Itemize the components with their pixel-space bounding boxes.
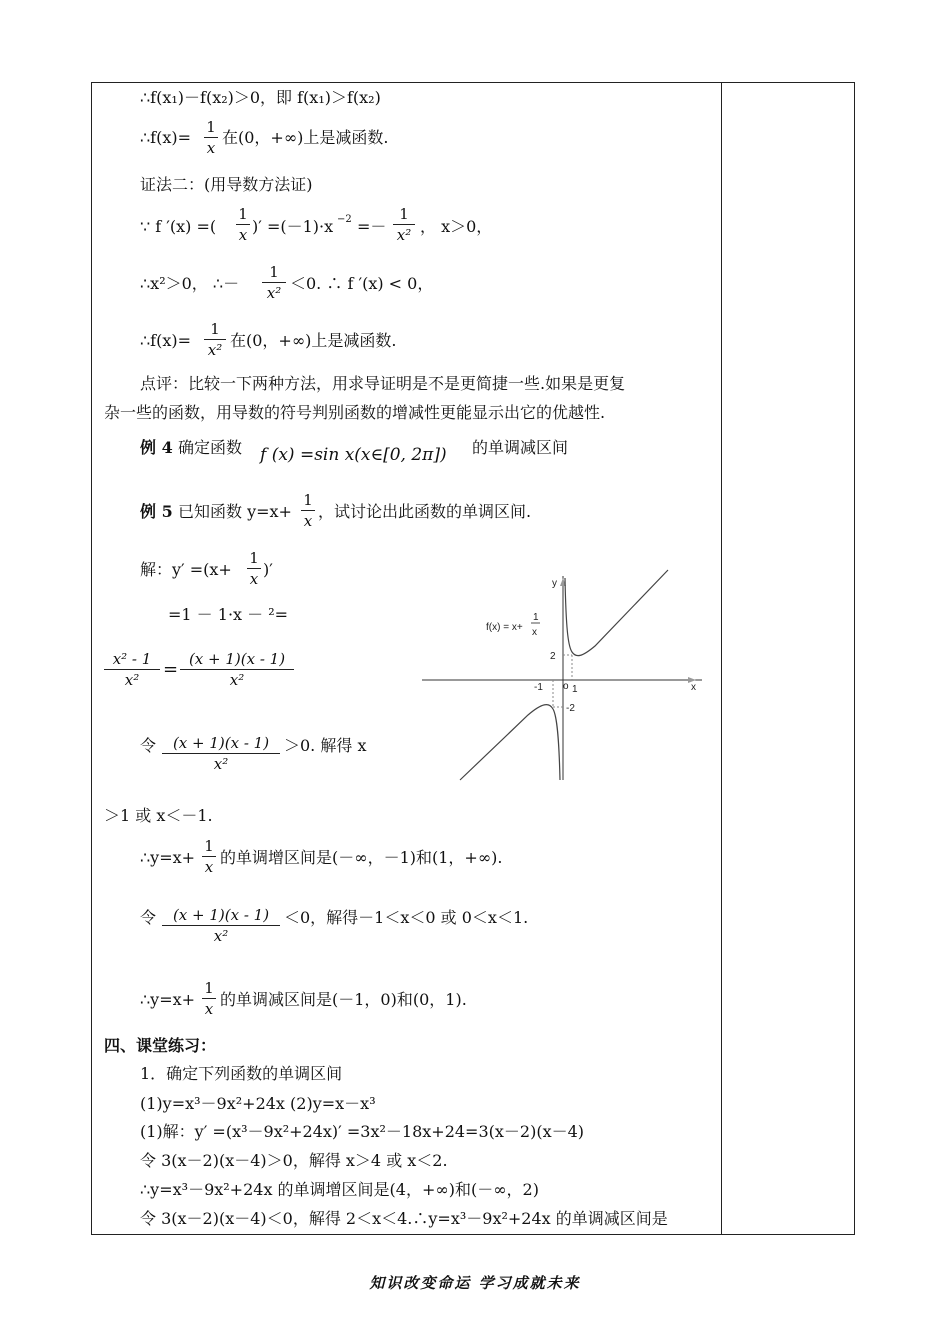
example-4-formula: f (x) =sin x(x∈[0, 2π]): [260, 445, 447, 465]
solution-line-b: )′: [263, 560, 273, 579]
derivative-line-b: )′ =(－1)·x: [252, 217, 334, 236]
increase-line-a: ∴y=x+: [140, 848, 196, 867]
let-line-2a: 令: [140, 908, 157, 927]
fraction-1-over-x-c: 1 x: [301, 491, 315, 530]
solution-line-a: 解：y′ =(x+: [140, 560, 232, 579]
fraction-1-over-x-e: 1 x: [202, 837, 216, 876]
comment-line-1: 点评：比较一下两种方法，用求导证明是不是更简捷一些.如果是更复: [140, 374, 626, 393]
practice-line-4: 令 3(x－2)(x－4)＞0，解得 x＞4 或 x＜2.: [140, 1151, 448, 1170]
practice-line-1: 1．确定下列函数的单调区间: [140, 1064, 343, 1083]
decrease-line-b: 的单调减区间是(－1，0)和(0，1).: [220, 990, 467, 1009]
let-line-1c: ＞1 或 x＜－1.: [104, 806, 213, 825]
fraction-1-over-x-d: 1 x: [247, 549, 261, 588]
graph-curve-right: [565, 570, 668, 656]
example-5-text: 已知函数 y=x+: [178, 502, 292, 521]
practice-line-3: (1)解：y′ =(x³－9x²+24x)′ =3x²－18x+24=3(x－2)(x－4): [140, 1122, 585, 1141]
graph-tick-m2: -2: [566, 703, 575, 714]
equals-sign: =: [163, 659, 179, 680]
example-4-text: 确定函数: [178, 438, 243, 457]
practice-line-5: ∴y=x³－9x²+24x 的单调增区间是(4，+∞)和(－∞，2): [140, 1180, 539, 1199]
graph-tick-1: 1: [572, 684, 578, 695]
decrease-line-a: ∴y=x+: [140, 990, 196, 1009]
fraction-1-over-x: 1 x: [204, 118, 218, 157]
section-4-heading: 四、课堂练习：: [104, 1036, 217, 1055]
comment-line-2: 杂一些的函数，用导数的符号判别函数的增减性更能显示出它的优越性.: [104, 403, 606, 422]
derivative-line-a: ∵ f ′(x) =(: [140, 217, 217, 236]
practice-line-6: 令 3(x－2)(x－4)＜0，解得 2＜x＜4.∴y=x³－9x²+24x 的单调减区间是: [140, 1209, 668, 1228]
sign-line-a: ∴x²＞0， ∴－: [140, 274, 240, 293]
fraction-factored-over-x2-b: (x + 1)(x - 1) x²: [162, 734, 280, 773]
example-4-tail: 的单调减区间: [472, 438, 569, 457]
graph-x-label: x: [691, 682, 696, 693]
derivative-line-c: =－: [357, 217, 387, 236]
table-column-divider: [721, 82, 722, 1235]
example-5-tail: ，试讨论出此函数的单调区间.: [318, 502, 532, 521]
page-footer: 知识改变命运 学习成就未来: [369, 1274, 581, 1292]
function-graph: [420, 568, 720, 788]
graph-tick-m1: -1: [534, 682, 543, 693]
fraction-x2m1-over-x2: x² - 1 x²: [104, 650, 160, 689]
let-line-2b: ＜0，解得－1＜x＜0 或 0＜x＜1.: [284, 908, 529, 927]
fraction-1-over-x-f: 1 x: [202, 979, 216, 1018]
proof-method-two: 证法二：(用导数方法证): [140, 175, 313, 194]
practice-line-2: (1)y=x³－9x²+24x (2)y=x－x³: [140, 1094, 376, 1113]
graph-tick-2: 2: [550, 651, 556, 662]
fraction-1-over-x2: 1 x²: [393, 205, 415, 244]
example-4-label: 例 4: [140, 438, 173, 457]
conclusion-line-a: ∴f(x)=: [140, 331, 192, 350]
graph-origin: o: [563, 681, 569, 692]
solution-line-2: =1 － 1·x － ²=: [168, 605, 289, 624]
fraction-1-over-x2-b: 1 x²: [262, 263, 286, 302]
let-line-1a: 令: [140, 736, 157, 755]
proof-line-2a: ∴f(x)=: [140, 128, 192, 147]
let-line-1b: ＞0. 解得 x: [284, 736, 367, 755]
conclusion-line-b: 在(0，+∞)上是减函数.: [230, 331, 397, 350]
derivative-line-d: ， x＞0，: [420, 217, 493, 236]
proof-line-2b: 在(0，+∞)上是减函数.: [222, 128, 389, 147]
graph-func-label: f(x) = x+: [486, 622, 523, 633]
sign-line-b: ＜0. ∴ f ′(x) < 0，: [290, 274, 434, 293]
fraction-factored-over-x2: (x + 1)(x - 1) x²: [180, 650, 294, 689]
fraction-factored-over-x2-c: (x + 1)(x - 1) x²: [162, 906, 280, 945]
increase-line-b: 的单调增区间是(－∞，－1)和(1，+∞).: [220, 848, 503, 867]
graph-func-den: x: [532, 627, 537, 638]
proof-line-1: ∴f(x₁)－f(x₂)＞0，即 f(x₁)＞f(x₂): [140, 88, 381, 107]
fraction-1-over-x-b: 1 x: [236, 205, 250, 244]
example-5-label: 例 5: [140, 502, 173, 521]
graph-func-num: 1: [533, 612, 539, 623]
graph-y-label: y: [552, 578, 557, 589]
exponent-neg-2: −2: [337, 214, 352, 225]
fraction-1-over-x2-c: 1 x²: [204, 320, 226, 359]
graph-curve-left: [460, 705, 560, 780]
